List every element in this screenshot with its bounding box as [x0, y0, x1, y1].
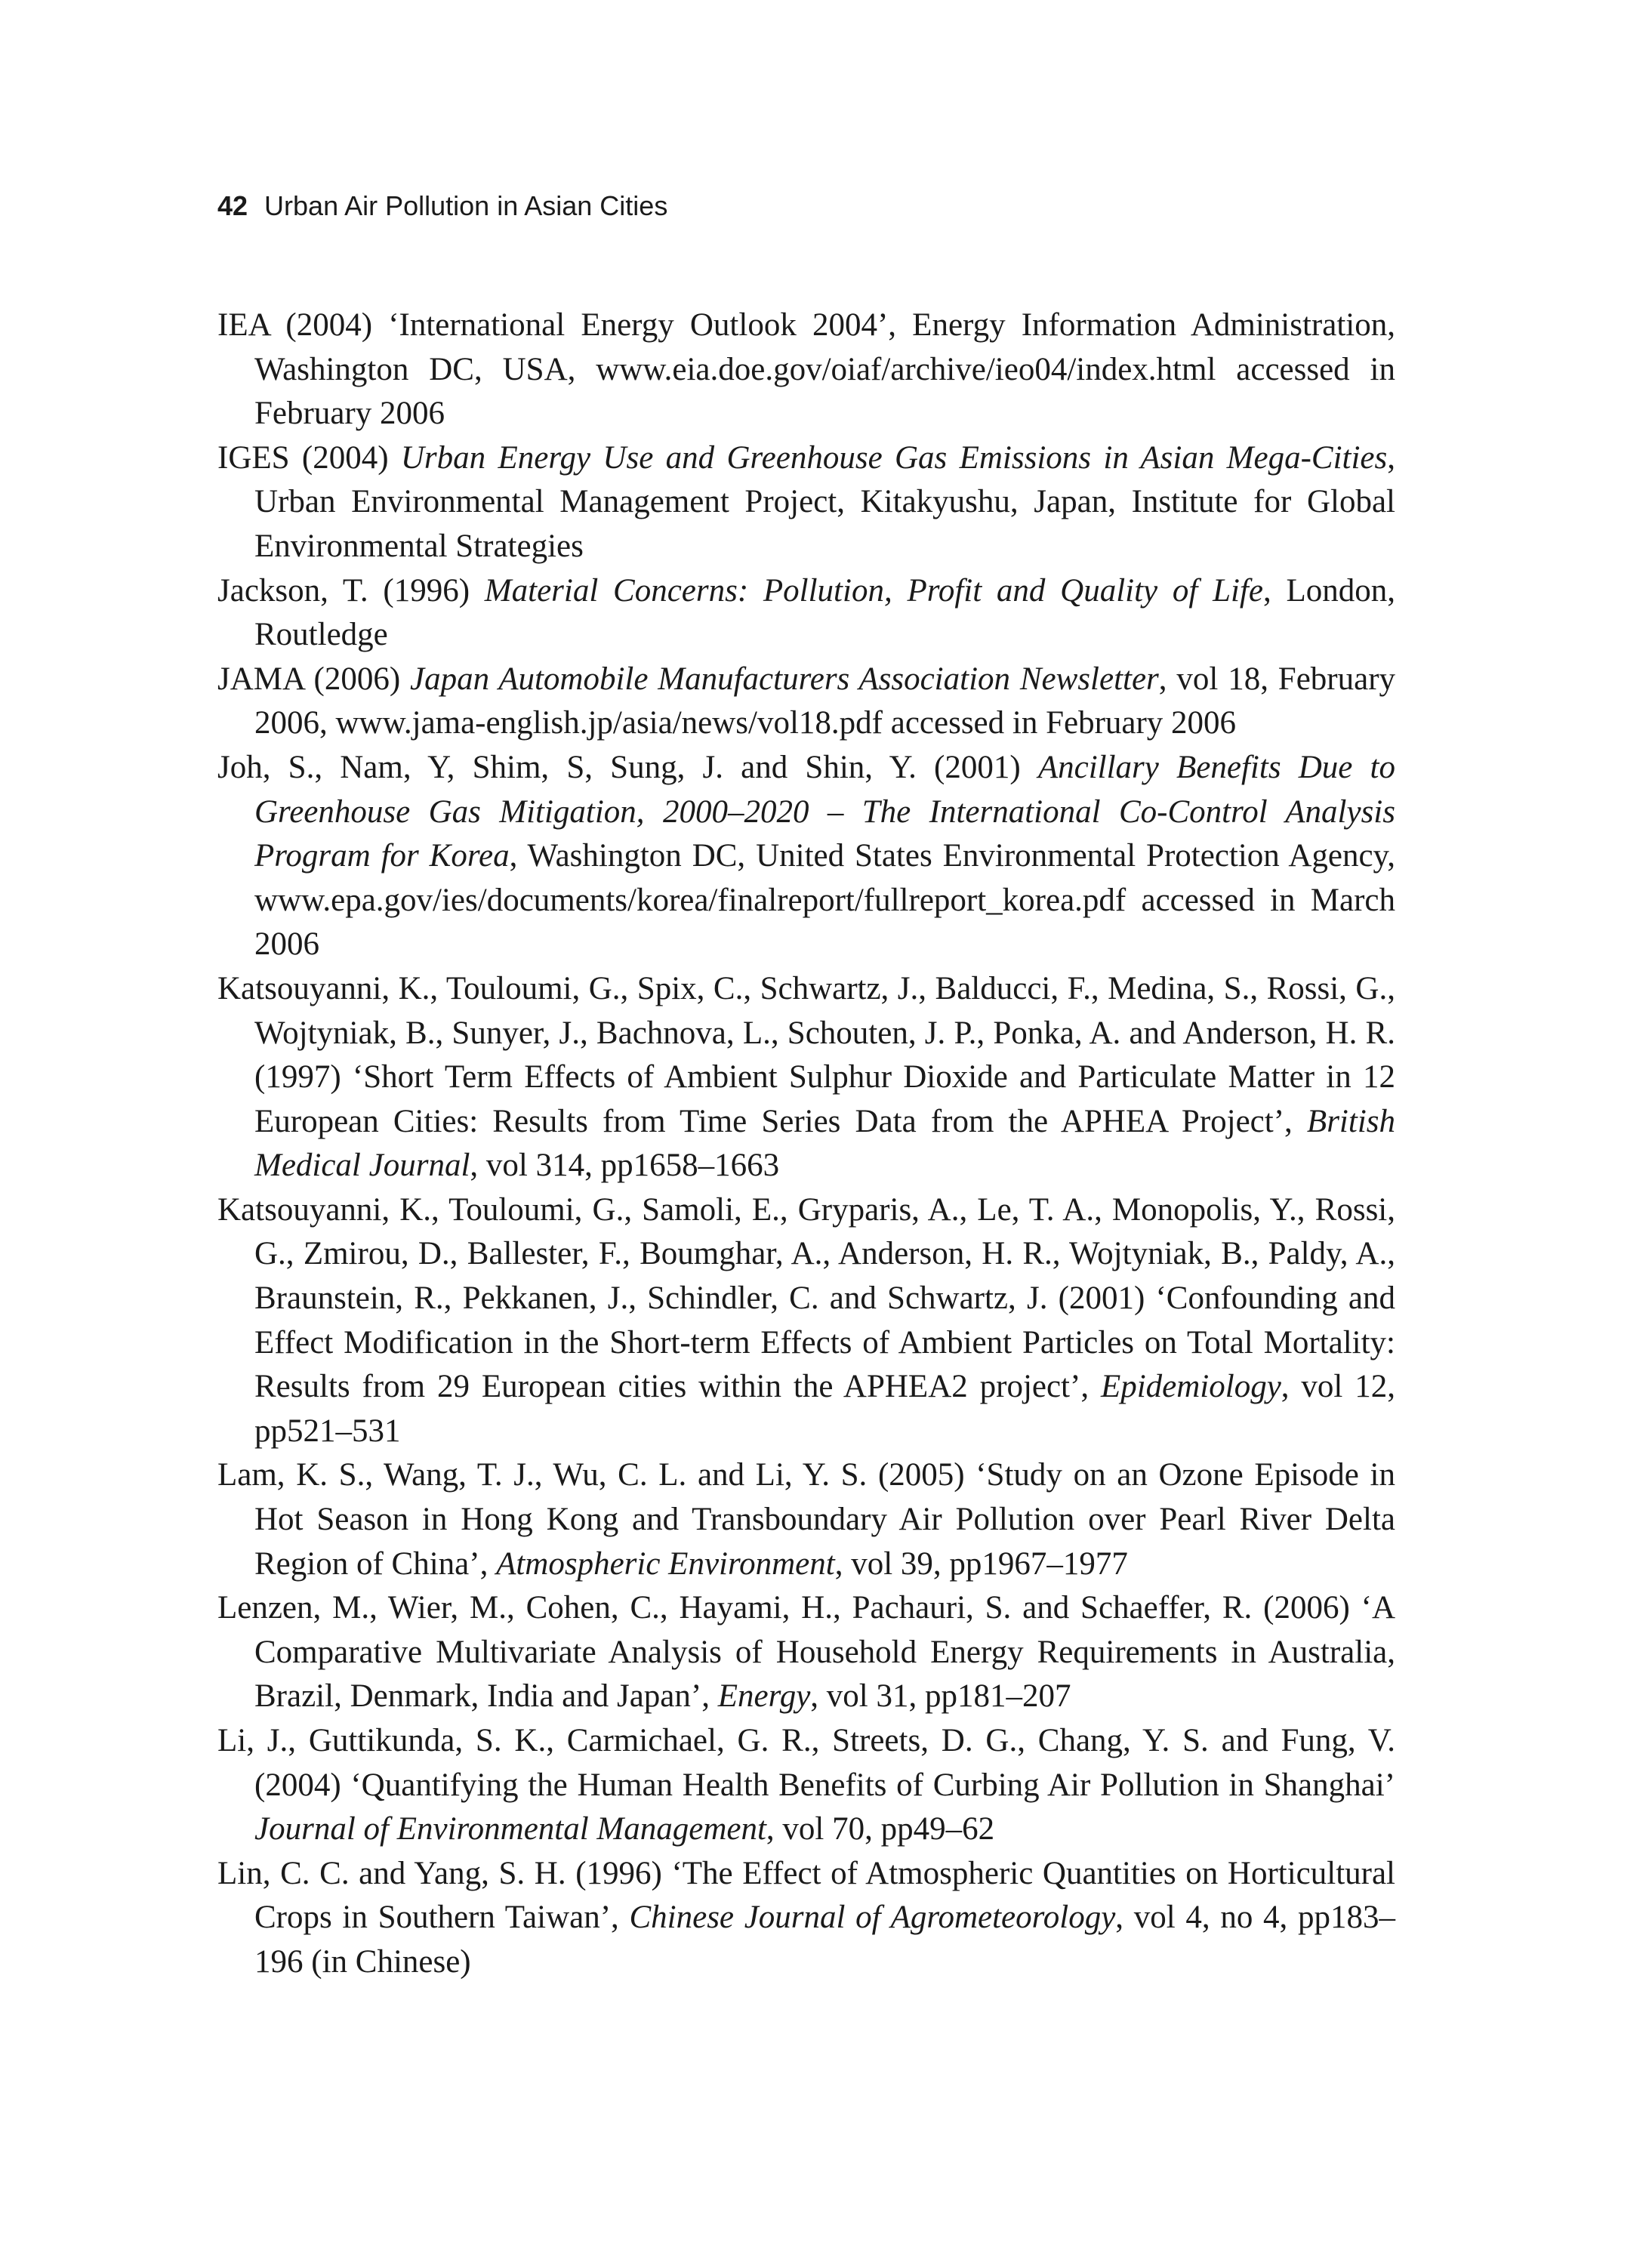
reference-title-italic: Atmospheric Environment — [496, 1545, 835, 1582]
reference-title-italic: Epidemiology — [1100, 1369, 1281, 1405]
reference-text: Katsouyanni, K., Touloumi, G., Spix, C., Schwartz, J., Balducci, F., Medina, S., Rossi, G., Wojtyniak, B., Sunyer, J., Bachnova, L., Schouten, J. P., Ponka, A. and Anderson, H. R. (1997) ‘Short Term Effects of Ambient Sulphur Dioxide and Particulate Matter in 12 European Cities: Results from Time Series Data from the APHEA Project’, — [217, 970, 1395, 1139]
reference-text: , vol 39, pp1967–1977 — [834, 1545, 1128, 1582]
reference-entry — [217, 1852, 1395, 1985]
running-title: Urban Air Pollution in Asian Cities — [264, 190, 668, 221]
reference-entry — [217, 1188, 1395, 1454]
reference-title-italic: Ancillary Benefits Due to Greenhouse Gas Mitigation, 2000–2020 – The International Co-Control Analysis Program for Korea — [254, 749, 1395, 874]
reference-text: , vol 70, pp49–62 — [766, 1811, 995, 1847]
reference-title-italic: Material Concerns: Pollution, Profit and Quality of Life — [484, 572, 1263, 609]
page-number: 42 — [217, 190, 248, 221]
reference-entry — [217, 746, 1395, 967]
reference-text: Joh, S., Nam, Y, Shim, S, Sung, J. and Shin, Y. (2001) — [217, 749, 1038, 785]
reference-text: IEA (2004) ‘International Energy Outlook 2004’, Energy Information Administration, Washington DC, USA, www.eia.doe.gov/oiaf/archive/ieo04/index.html accessed in February 2006 — [217, 307, 1395, 432]
reference-entry — [217, 967, 1395, 1188]
reference-entry — [217, 1719, 1395, 1852]
reference-text: Lam, K. S., Wang, T. J., Wu, C. L. and Li, Y. S. (2005) ‘Study on an Ozone Episode in Hot Season in Hong Kong and Transboundary Air Pollution over Pearl River Delta Region of China’, — [217, 1457, 1395, 1582]
reference-entry — [217, 1586, 1395, 1719]
reference-entry — [217, 304, 1395, 436]
reference-title-italic: Urban Energy Use and Greenhouse Gas Emissions in Asian Mega-Cities — [400, 439, 1388, 476]
running-head — [217, 187, 667, 225]
reference-text: Lenzen, M., Wier, M., Cohen, C., Hayami, H., Pachauri, S. and Schaeffer, R. (2006) ‘A Comparative Multivariate Analysis of Household Energy Requirements in Australia, Brazil, Denmark, India and Japan’, — [217, 1590, 1395, 1715]
reference-title-italic: British Medical Journal — [254, 1103, 1395, 1184]
reference-text: , vol 18, February 2006, www.jama-english.jp/asia/news/vol18.pdf accessed in February 2006 — [254, 661, 1396, 741]
reference-text: , vol 314, pp1658–1663 — [470, 1148, 780, 1184]
reference-text: JAMA (2006) — [217, 661, 411, 697]
reference-entry — [217, 658, 1395, 746]
reference-text: , vol 12, pp521–531 — [254, 1369, 1395, 1449]
reference-title-italic: Japan Automobile Manufacturers Association Newsletter — [410, 661, 1159, 697]
reference-text: Li, J., Guttikunda, S. K., Carmichael, G. R., Streets, D. G., Chang, Y. S. and Fung, V. (2004) ‘Quantifying the Human Health Benefits of Curbing Air Pollution in Shanghai’ — [217, 1723, 1395, 1803]
reference-text: , vol 31, pp181–207 — [810, 1678, 1071, 1715]
reference-text: Lin, C. C. and Yang, S. H. (1996) ‘The Effect of Atmospheric Quantities on Horticultural Crops in Southern Taiwan’, — [217, 1855, 1395, 1936]
reference-entry — [217, 1453, 1395, 1586]
reference-text: , vol 4, no 4, pp183–196 (in Chinese) — [254, 1900, 1395, 1980]
reference-text: IGES (2004) — [217, 439, 401, 476]
reference-title-italic: Journal of Environmental Management — [254, 1811, 766, 1847]
reference-entry — [217, 569, 1395, 658]
reference-list — [217, 304, 1395, 1985]
reference-entry — [217, 436, 1395, 569]
reference-text: Katsouyanni, K., Touloumi, G., Samoli, E., Gryparis, A., Le, T. A., Monopolis, Y., Rossi, G., Zmirou, D., Ballester, F., Boumghar, A., Anderson, H. R., Wojtyniak, B., Paldy, A., Braunstein, R., Pekkanen, J., Schindler, C. and Schwartz, J. (2001) ‘Confounding and Effect Modification in the Short-term Effects of Ambient Particles on Total Mortality: Results from 29 European cities within the APHEA2 project’, — [217, 1191, 1395, 1405]
reference-text: , Urban Environmental Management Project, Kitakyushu, Japan, Institute for Global Environmental Strategies — [254, 439, 1395, 564]
reference-title-italic: Energy — [717, 1678, 811, 1715]
reference-title-italic: Chinese Journal of Agrometeorology — [629, 1900, 1116, 1936]
reference-text: , Washington DC, United States Environmental Protection Agency, www.epa.gov/ies/documents/korea/finalreport/fullreport_korea.pdf accessed in March 2006 — [254, 838, 1396, 963]
reference-text: Jackson, T. (1996) — [217, 572, 485, 609]
reference-text: , London, Routledge — [254, 572, 1395, 653]
